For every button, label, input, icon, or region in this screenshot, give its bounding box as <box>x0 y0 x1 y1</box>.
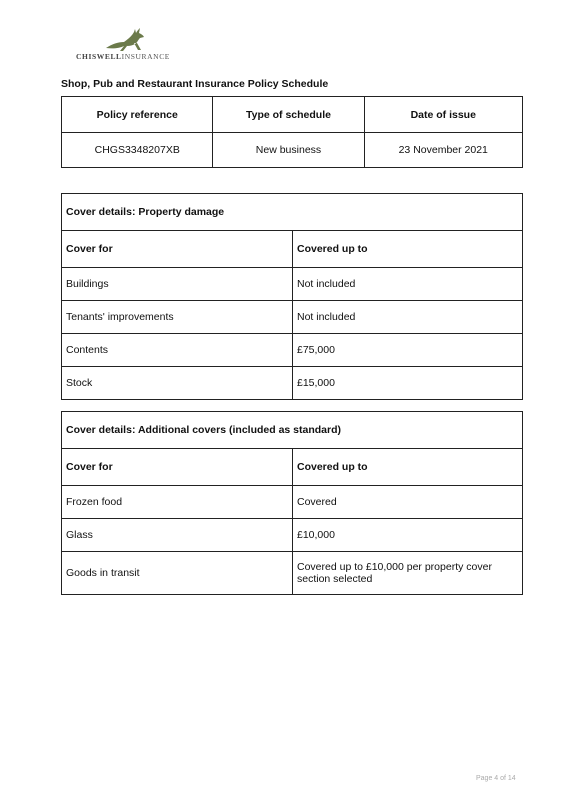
cover-item: Stock <box>62 367 293 400</box>
table-row <box>62 552 523 595</box>
policy-reference-value: CHGS3348207XB <box>62 133 213 168</box>
cover-item: Buildings <box>62 268 293 301</box>
schedule-type-value: New business <box>213 133 364 168</box>
col-header-cover-for: Cover for <box>62 449 293 486</box>
policy-summary-table <box>61 96 523 168</box>
page-number: Page 4 of 14 <box>476 775 516 782</box>
header-policy-reference: Policy reference <box>62 97 213 133</box>
cover-limit: £15,000 <box>293 367 523 400</box>
additional-covers-heading: Cover details: Additional covers (included as standard) <box>62 412 523 449</box>
company-logo <box>76 28 186 66</box>
table-row <box>62 486 523 519</box>
cover-item: Contents <box>62 334 293 367</box>
table-row <box>62 301 523 334</box>
cover-limit: £75,000 <box>293 334 523 367</box>
cover-item: Frozen food <box>62 486 293 519</box>
col-header-cover-for: Cover for <box>62 231 293 268</box>
cover-limit: Covered <box>293 486 523 519</box>
col-header-covered-up-to: Covered up to <box>293 449 523 486</box>
additional-covers-table <box>61 411 523 595</box>
cover-limit: £10,000 <box>293 519 523 552</box>
cover-item: Goods in transit <box>62 552 293 595</box>
cover-item: Glass <box>62 519 293 552</box>
header-date-of-issue: Date of issue <box>364 97 522 133</box>
section-heading-row <box>62 194 523 231</box>
cover-limit: Covered up to £10,000 per property cover section selected <box>293 552 523 595</box>
logo-wordmark: CHISWELLINSURANCE <box>76 52 170 61</box>
summary-header-row <box>62 97 523 133</box>
column-header-row <box>62 449 523 486</box>
table-row <box>62 367 523 400</box>
column-header-row <box>62 231 523 268</box>
col-header-covered-up-to: Covered up to <box>293 231 523 268</box>
cover-limit: Not included <box>293 268 523 301</box>
cover-item: Tenants' improvements <box>62 301 293 334</box>
cover-limit: Not included <box>293 301 523 334</box>
summary-value-row <box>62 133 523 168</box>
header-type-of-schedule: Type of schedule <box>213 97 364 133</box>
table-row <box>62 268 523 301</box>
section-heading-row <box>62 412 523 449</box>
hare-icon <box>104 28 146 52</box>
property-damage-table <box>61 193 523 400</box>
table-row <box>62 519 523 552</box>
issue-date-value: 23 November 2021 <box>364 133 522 168</box>
table-row <box>62 334 523 367</box>
property-damage-heading: Cover details: Property damage <box>62 194 523 231</box>
document-title: Shop, Pub and Restaurant Insurance Policy Schedule <box>61 78 329 90</box>
